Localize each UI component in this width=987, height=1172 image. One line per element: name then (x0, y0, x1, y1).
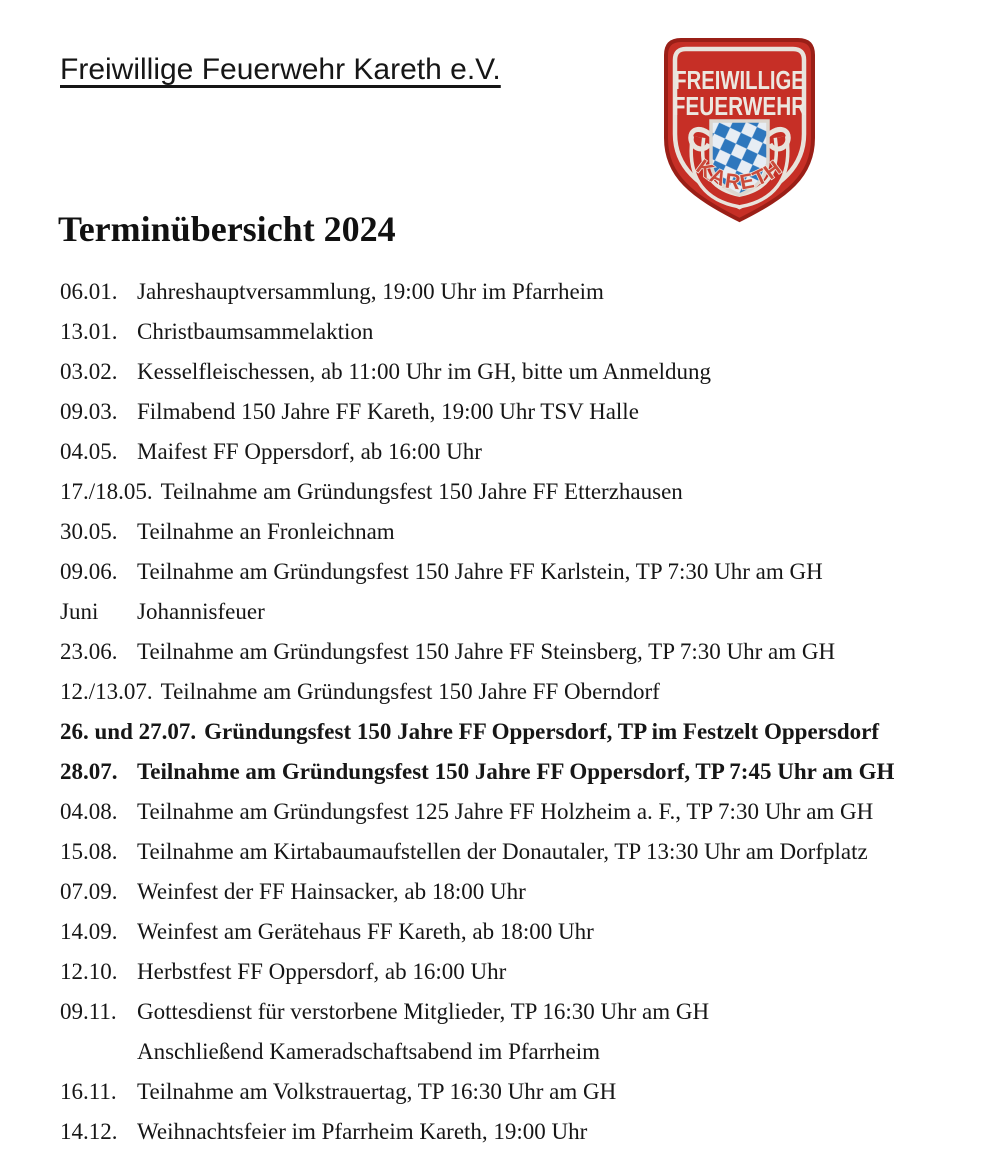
event-row (60, 472, 960, 512)
event-text: Maifest FF Oppersdorf, ab 16:00 Uhr (137, 439, 482, 464)
event-row (60, 672, 960, 712)
event-text: Teilnahme an Fronleichnam (137, 519, 395, 544)
shield-patch-icon (656, 33, 823, 229)
event-row (60, 392, 960, 432)
event-text: Teilnahme am Gründungsfest 150 Jahre FF Steinsberg, TP 7:30 Uhr am GH (137, 639, 836, 664)
event-date: 09.06. (60, 559, 118, 584)
event-date: 12./13.07. (60, 679, 153, 704)
event-date: 26. und 27.07. (60, 719, 197, 744)
event-row (60, 1112, 960, 1152)
event-text: Teilnahme am Gründungsfest 150 Jahre FF Oppersdorf, TP 7:45 Uhr am GH (137, 759, 895, 784)
event-row (60, 912, 960, 952)
event-row (60, 832, 960, 872)
event-date: 09.03. (60, 399, 118, 424)
page-title: Terminübersicht 2024 (58, 209, 396, 249)
event-date: 07.09. (60, 879, 118, 904)
event-text: Kesselfleischessen, ab 11:00 Uhr im GH, bitte um Anmeldung (137, 359, 712, 384)
event-row (60, 432, 960, 472)
event-row (60, 872, 960, 912)
event-date: 12.10. (60, 959, 118, 984)
event-text: Jahreshauptversammlung, 19:00 Uhr im Pfarrheim (137, 279, 604, 304)
event-text: Anschließend Kameradschaftsabend im Pfarrheim (137, 1039, 601, 1064)
event-row (60, 312, 960, 352)
event-text: Teilnahme am Gründungsfest 150 Jahre FF Oberndorf (160, 679, 660, 704)
event-date: 09.11. (60, 999, 117, 1024)
event-date: 14.09. (60, 919, 118, 944)
event-row (60, 512, 960, 552)
event-text: Teilnahme am Kirtabaumaufstellen der Donautaler, TP 13:30 Uhr am Dorfplatz (137, 839, 868, 864)
event-date: 06.01. (60, 279, 118, 304)
event-row (60, 712, 960, 752)
event-text: Christbaumsammelaktion (137, 319, 374, 344)
event-text: Weihnachtsfeier im Pfarrheim Kareth, 19:00 Uhr (137, 1119, 588, 1144)
patch-lettering (673, 66, 807, 121)
event-row (60, 792, 960, 832)
event-date: 30.05. (60, 519, 118, 544)
event-date: 13.01. (60, 319, 118, 344)
event-date: 17./18.05. (60, 479, 153, 504)
patch-text-line2: FEUERWEHR (672, 91, 807, 121)
event-text: Weinfest der FF Hainsacker, ab 18:00 Uhr (137, 879, 526, 904)
event-text: Filmabend 150 Jahre FF Kareth, 19:00 Uhr TSV Halle (137, 399, 639, 424)
event-row (60, 992, 960, 1032)
event-text: Teilnahme am Gründungsfest 150 Jahre FF Karlstein, TP 7:30 Uhr am GH (137, 559, 823, 584)
event-row (60, 952, 960, 992)
event-text: Johannisfeuer (137, 599, 265, 624)
event-row (60, 752, 960, 792)
event-date: 04.05. (60, 439, 118, 464)
event-text: Teilnahme am Gründungsfest 150 Jahre FF Etterzhausen (160, 479, 683, 504)
event-text: Weinfest am Gerätehaus FF Kareth, ab 18:00 Uhr (137, 919, 594, 944)
event-row (60, 552, 960, 592)
event-date: 15.08. (60, 839, 118, 864)
event-row (60, 272, 960, 312)
event-date: 14.12. (60, 1119, 118, 1144)
event-row (60, 352, 960, 392)
event-date: 04.08. (60, 799, 118, 824)
event-date: 03.02. (60, 359, 118, 384)
event-text: Gründungsfest 150 Jahre FF Oppersdorf, TP im Festzelt Oppersdorf (204, 719, 879, 744)
event-date: 23.06. (60, 639, 118, 664)
fire-brigade-patch-logo (656, 33, 823, 229)
event-date: 28.07. (60, 759, 118, 784)
event-row (60, 632, 960, 672)
event-date: 16.11. (60, 1079, 117, 1104)
patch-text-line1: FREIWILLIGE (674, 65, 805, 95)
event-list (60, 272, 960, 1152)
event-row (60, 592, 960, 632)
event-row (60, 1072, 960, 1112)
event-date: Juni (60, 599, 99, 624)
event-text: Herbstfest FF Oppersdorf, ab 16:00 Uhr (137, 959, 507, 984)
event-text: Teilnahme am Volkstrauertag, TP 16:30 Uhr am GH (137, 1079, 617, 1104)
event-row (60, 1032, 960, 1072)
event-text: Teilnahme am Gründungsfest 125 Jahre FF Holzheim a. F., TP 7:30 Uhr am GH (137, 799, 874, 824)
event-text: Gottesdienst für verstorbene Mitglieder, TP 16:30 Uhr am GH (137, 999, 710, 1024)
organization-name: Freiwillige Feuerwehr Kareth e.V. (60, 53, 501, 86)
patch-banner-text: KARETH (691, 155, 788, 195)
